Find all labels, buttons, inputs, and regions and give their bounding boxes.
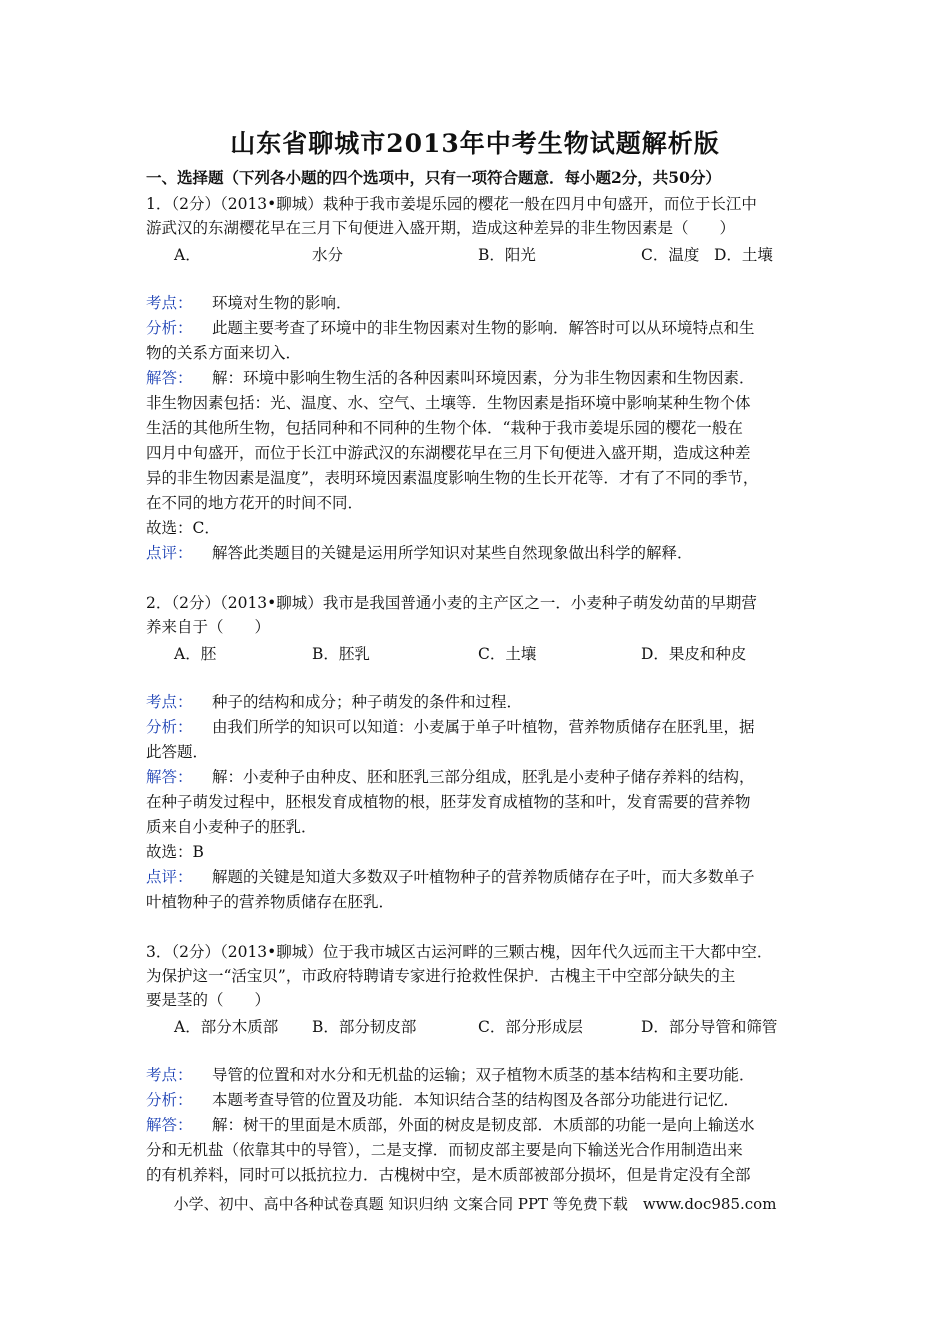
q3-jieda-line: 的有机养料，同时可以抵抗拉力．古槐树中空，是木质部被部分损坏，但是肯定没有全部 [146, 1166, 751, 1184]
q2-option-a: A．胚 [174, 645, 217, 663]
q1-stem-line: 游武汉的东湖樱花早在三月下旬便进入盛开期，造成这种差异的非生物因素是（ ） [146, 219, 736, 237]
section-heading: 一、选择题（下列各小题的四个选项中，只有一项符合题意．每小题2分，共50分） [146, 168, 721, 187]
q1-jieda-line: 四月中旬盛开，而位于长江中游武汉的东湖樱花早在三月下旬便进入盛开期，造成这种差 [146, 444, 751, 462]
q3-option-b: B．部分韧皮部 [312, 1018, 417, 1036]
q1-option-a-text: 水分 [312, 246, 344, 264]
q2-dianping [146, 867, 826, 887]
q2-kaodian [146, 692, 826, 712]
q3-stem-line: 要是茎的（ ） [146, 991, 271, 1009]
fenxi-label: 分析： [146, 1091, 193, 1109]
q2-answer: 故选：B [146, 843, 204, 861]
q2-dianping-line: 叶植物种子的营养物质储存在胚乳． [146, 893, 395, 911]
q2-stem-line: 2．（2分）（2013•聊城）我市是我国普通小麦的主产区之一．小麦种子萌发幼苗的早期营 [146, 594, 757, 612]
q2-jieda-line: 在种子萌发过程中，胚根发育成植物的根，胚芽发育成植物的茎和叶，发育需要的营养物 [146, 793, 751, 811]
kaodian-label: 考点： [146, 1066, 193, 1084]
q1-jieda-line: 在不同的地方花开的时间不同． [146, 494, 364, 512]
q3-stem-line: 3．（2分）（2013•聊城）位于我市城区古运河畔的三颗古槐，因年代久远而主干大都中空． [146, 943, 773, 961]
q1-jieda-line: 非生物因素包括：光、温度、水、空气、土壤等．生物因素是指环境中影响某种生物个体 [146, 394, 751, 412]
q1-fenxi [146, 318, 826, 338]
jieda-label: 解答： [146, 369, 193, 387]
q1-kaodian [146, 293, 826, 313]
q2-jieda-line: 质来自小麦种子的胚乳． [146, 818, 317, 836]
q1-stem-line: 1．（2分）（2013•聊城）栽种于我市姜堤乐园的樱花一般在四月中旬盛开，而位于长江中 [146, 195, 757, 213]
q1-fenxi-line: 物的关系方面来切入． [146, 344, 302, 362]
q2-jieda [146, 767, 826, 787]
q2-jieda-text: 解：小麦种子由种皮、胚和胚乳三部分组成，胚乳是小麦种子储存养料的结构， [212, 768, 755, 786]
q3-jieda-text: 解：树干的里面是木质部，外面的树皮是韧皮部．木质部的功能一是向上输送水 [212, 1116, 755, 1134]
q3-stem-line: 为保护这一“活宝贝”，市政府特聘请专家进行抢救性保护．古槐主干中空部分缺失的主 [146, 967, 736, 985]
q2-option-c: C．土壤 [478, 645, 537, 663]
page-title: 山东省聊城市2013年中考生物试题解析版 [230, 129, 720, 158]
fenxi-label: 分析： [146, 319, 193, 337]
q2-fenxi-text: 由我们所学的知识可以知道：小麦属于单子叶植物，营养物质储存在胚乳里，据 [212, 718, 755, 736]
q3-kaodian [146, 1065, 826, 1085]
q1-jieda [146, 368, 826, 388]
q2-option-b: B．胚乳 [312, 645, 370, 663]
q3-fenxi [146, 1090, 826, 1110]
q3-jieda-line: 分和无机盐（依靠其中的导管），二是支撑．而韧皮部主要是向下输送光合作用制造出来 [146, 1141, 743, 1159]
q2-dianping-text: 解题的关键是知道大多数双子叶植物种子的营养物质储存在子叶，而大多数单子 [212, 868, 755, 886]
kaodian-label: 考点： [146, 294, 193, 312]
q3-kaodian-text: 导管的位置和对水分和无机盐的运输；双子植物木质茎的基本结构和主要功能． [212, 1066, 755, 1084]
q1-options [174, 243, 814, 263]
q2-kaodian-text: 种子的结构和成分；种子萌发的条件和过程． [212, 693, 523, 711]
q3-jieda [146, 1115, 826, 1135]
q2-fenxi [146, 717, 826, 737]
q1-jieda-text: 解：环境中影响生物生活的各种因素叫环境因素，分为非生物因素和生物因素． [212, 369, 755, 387]
q1-dianping [146, 543, 826, 563]
q3-option-d: D．部分导管和筛管 [641, 1018, 778, 1036]
dianping-label: 点评： [146, 868, 193, 886]
dianping-label: 点评： [146, 544, 193, 562]
q3-option-c: C．部分形成层 [478, 1018, 583, 1036]
q1-option-c: C．温度 [641, 246, 700, 264]
kaodian-label: 考点： [146, 693, 193, 711]
q1-option-b: B．阳光 [478, 246, 536, 264]
q3-options [174, 1015, 814, 1035]
q1-kaodian-text: 环境对生物的影响． [212, 294, 352, 312]
q3-fenxi-text: 本题考查导管的位置及功能．本知识结合茎的结构图及各部分功能进行记忆． [212, 1091, 740, 1109]
q1-option-d: D．土壤 [714, 246, 773, 264]
q1-option-a: A． [174, 246, 201, 264]
q2-options [174, 642, 814, 662]
q1-answer: 故选：C． [146, 519, 220, 537]
q2-fenxi-line: 此答题． [146, 743, 209, 761]
q1-dianping-text: 解答此类题目的关键是运用所学知识对某些自然现象做出科学的解释． [212, 544, 693, 562]
q1-jieda-line: 异的非生物因素是温度”，表明环境因素温度影响生物的生长开花等．才有了不同的季节， [146, 469, 759, 487]
page-footer: 小学、初中、高中各种试卷真题 知识归纳 文案合同 PPT 等免费下载 www.doc985.com [173, 1195, 777, 1213]
q1-jieda-line: 生活的其他所生物，包括同种和不同种的生物个体．“栽种于我市姜堤乐园的樱花一般在 [146, 419, 743, 437]
q3-option-a: A．部分木质部 [174, 1018, 279, 1036]
jieda-label: 解答： [146, 768, 193, 786]
q2-option-d: D．果皮和种皮 [641, 645, 747, 663]
fenxi-label: 分析： [146, 718, 193, 736]
q2-stem-line: 养来自于（ ） [146, 618, 271, 636]
jieda-label: 解答： [146, 1116, 193, 1134]
q1-fenxi-text: 此题主要考查了环境中的非生物因素对生物的影响．解答时可以从环境特点和生 [212, 319, 755, 337]
